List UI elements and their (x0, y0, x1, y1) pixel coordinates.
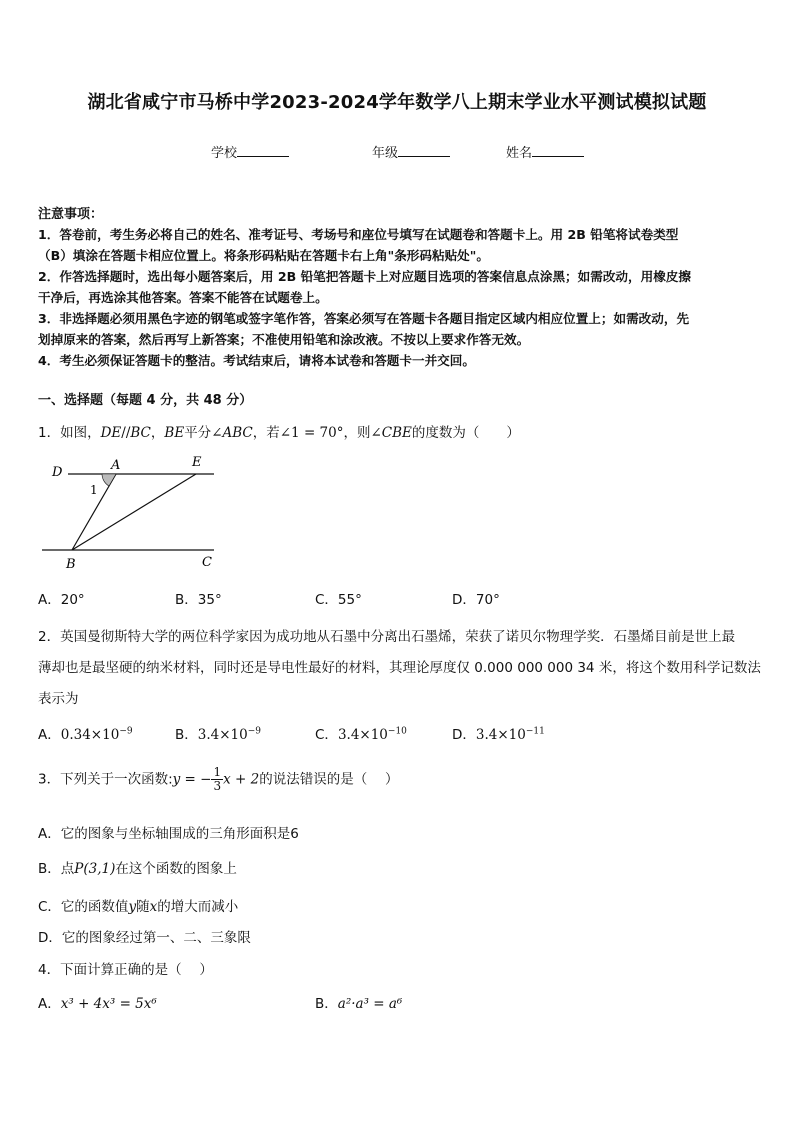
note-line: 干净后，再选涂其他答案。答案不能答在试题卷上。 (38, 290, 328, 305)
q3-option-a[interactable]: A．它的图象与坐标轴围成的三角形面积是6 (38, 826, 299, 842)
fraction-one-third: $\frac{1}{3}$ (213, 765, 222, 793)
label-a: A (111, 458, 121, 473)
q1-option-a[interactable]: A．20° (38, 592, 85, 608)
label-1: 1 (90, 483, 98, 497)
label-e: E (192, 455, 202, 470)
page-title: 湖北省咸宁市马桥中学2023-2024学年数学八上期末学业水平测试模拟试题 (87, 92, 707, 113)
q3-option-d[interactable]: D．它的图象经过第一、二、三象限 (38, 930, 251, 946)
note-line: 1．答卷前，考生务必将自己的姓名、准考证号、考场号和座位号填写在试题卷和答题卡上。用 2B 铅笔将试卷类型 (38, 227, 679, 242)
q1-option-c[interactable]: C．55° (315, 592, 362, 608)
name-field[interactable]: 姓名 (506, 142, 584, 161)
q3-option-b[interactable]: B．点P(3,1)在这个函数的图象上 (38, 861, 237, 877)
note-line: 4．考生必须保证答题卡的整洁。考试结束后，请将本试卷和答题卡一并交回。 (38, 353, 475, 368)
question-2-line: 2．英国曼彻斯特大学的两位科学家因为成功地从石墨中分离出石墨烯，荣获了诺贝尔物理学奖．石墨烯目前是世上最 (38, 629, 736, 645)
q4-option-b[interactable]: B．a²·a³ = a⁶ (315, 996, 403, 1012)
q2-option-a[interactable]: A．$0.34\times 10^{-9}$ (38, 726, 133, 743)
angle-1-mark (102, 474, 116, 486)
note-line: 划掉原来的答案，然后再写上新答案；不准使用铅笔和涂改液。不按以上要求作答无效。 (38, 332, 530, 347)
q2-option-d[interactable]: D．$3.4\times 10^{-11}$ (452, 726, 545, 743)
q3-option-c[interactable]: C．它的函数值y随x的增大而减小 (38, 899, 239, 915)
note-line: 3．非选择题必须用黑色字迹的钢笔或签字笔作答，答案必须写在答题卡各题目指定区域内相应位置上；如需改动，先 (38, 311, 690, 326)
note-line: （B）填涂在答题卡相应位置上。将条形码粘贴在答题卡右上角"条形码粘贴处"。 (38, 248, 489, 263)
question-4-stem: 4．下面计算正确的是（ ） (38, 962, 213, 978)
section-heading: 一、选择题（每题 4 分，共 48 分） (38, 393, 253, 408)
school-field[interactable]: 学校 (211, 142, 289, 161)
question-1-figure (36, 450, 226, 575)
q2-option-c[interactable]: C．$3.4\times 10^{-10}$ (315, 726, 407, 743)
label-c: C (202, 555, 212, 570)
grade-field[interactable]: 年级 (372, 142, 450, 161)
q2-option-b[interactable]: B．$3.4\times 10^{-9}$ (175, 726, 262, 743)
q4-option-a[interactable]: A．x³ + 4x³ = 5x⁶ (38, 996, 157, 1012)
question-2-line: 薄却也是最坚硬的纳米材料，同时还是导电性最好的材料，其理论厚度仅 0.000 000 000 34 米，将这个数用科学记数法 (38, 660, 761, 676)
label-b: B (66, 557, 76, 572)
q1-option-b[interactable]: B．35° (175, 592, 222, 608)
question-2-line: 表示为 (38, 691, 79, 707)
label-d: D (52, 465, 63, 480)
q1-option-d[interactable]: D．70° (452, 592, 500, 608)
question-1-stem: 1．如图，DE//BC，BE平分∠ABC，若∠1 = 70°，则∠CBE的度数为（ ） (38, 425, 520, 441)
notes-heading: 注意事项： (38, 207, 104, 222)
question-3-stem: 3．下列关于一次函数:y = − $\frac{1}{3}$ x + 2的说法错误的是（ ） (38, 765, 399, 793)
note-line: 2．作答选择题时，选出每小题答案后，用 2B 铅笔把答题卡上对应题目选项的答案信息点涂黑；如需改动，用橡皮擦 (38, 269, 691, 284)
